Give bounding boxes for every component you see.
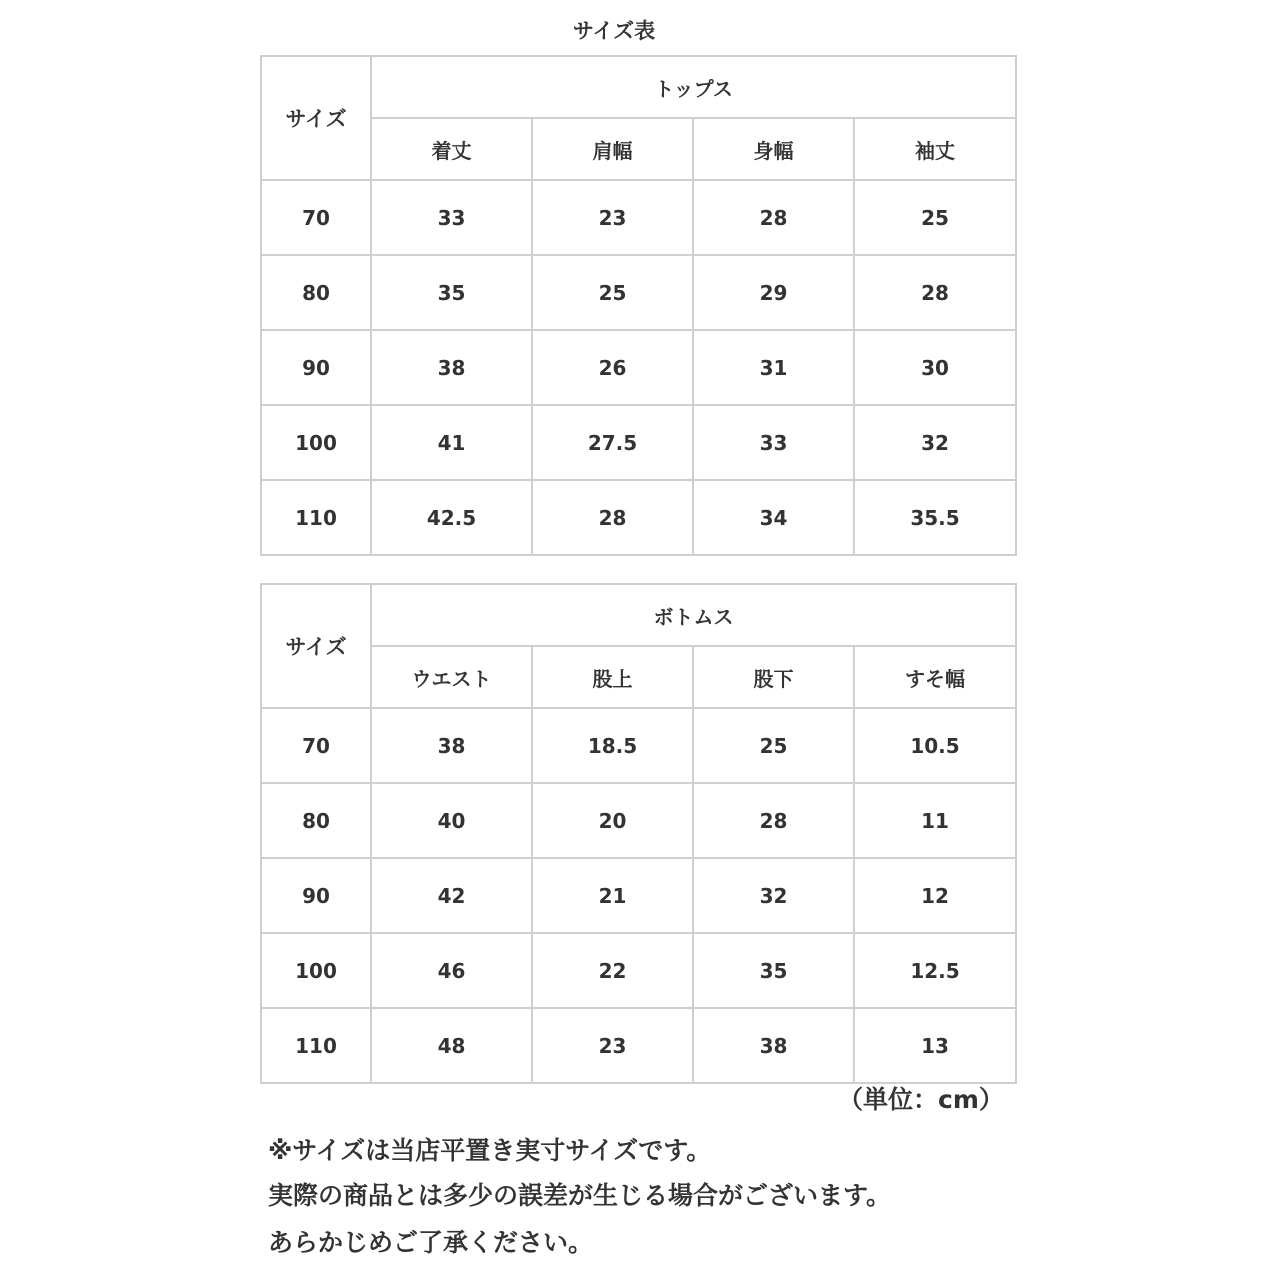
- value-cell: 23: [532, 1008, 693, 1083]
- note-line: 実際の商品とは多少の誤差が生じる場合がございます。: [268, 1181, 892, 1210]
- value-cell: 42: [371, 858, 532, 933]
- value-cell: 40: [371, 783, 532, 858]
- chart-title: サイズ表: [572, 19, 656, 43]
- bottoms-size-table: [260, 583, 1017, 1084]
- value-cell: 12: [854, 858, 1016, 933]
- size-cell: 90: [261, 330, 371, 405]
- size-cell: 90: [261, 858, 371, 933]
- value-cell: 35: [693, 933, 854, 1008]
- bottoms-col-header: ウエスト: [371, 646, 532, 708]
- value-cell: 34: [693, 480, 854, 555]
- size-cell: 110: [261, 1008, 371, 1083]
- size-cell: 70: [261, 180, 371, 255]
- value-cell: 38: [693, 1008, 854, 1083]
- value-cell: 38: [371, 330, 532, 405]
- size-cell: 80: [261, 783, 371, 858]
- value-cell: 25: [532, 255, 693, 330]
- unit-label: （単位：cm）: [838, 1085, 1004, 1114]
- value-cell: 25: [854, 180, 1016, 255]
- value-cell: 31: [693, 330, 854, 405]
- note-line: ※サイズは当店平置き実寸サイズです。: [268, 1136, 712, 1165]
- tops-col-header: 身幅: [693, 118, 854, 180]
- value-cell: 38: [371, 708, 532, 783]
- value-cell: 26: [532, 330, 693, 405]
- table-row: [261, 1008, 1016, 1083]
- value-cell: 28: [693, 180, 854, 255]
- tops-col-header: 着丈: [371, 118, 532, 180]
- value-cell: 10.5: [854, 708, 1016, 783]
- value-cell: 23: [532, 180, 693, 255]
- bottoms-size-header: サイズ: [261, 584, 371, 708]
- value-cell: 30: [854, 330, 1016, 405]
- bottoms-col-header: 股上: [532, 646, 693, 708]
- size-cell: 110: [261, 480, 371, 555]
- table-row: [261, 708, 1016, 783]
- value-cell: 22: [532, 933, 693, 1008]
- size-cell: 80: [261, 255, 371, 330]
- value-cell: 35: [371, 255, 532, 330]
- value-cell: 42.5: [371, 480, 532, 555]
- size-cell: 70: [261, 708, 371, 783]
- table-row: [261, 480, 1016, 555]
- value-cell: 33: [371, 180, 532, 255]
- value-cell: 11: [854, 783, 1016, 858]
- value-cell: 41: [371, 405, 532, 480]
- table-row: [261, 330, 1016, 405]
- value-cell: 13: [854, 1008, 1016, 1083]
- table-row: [261, 783, 1016, 858]
- value-cell: 21: [532, 858, 693, 933]
- tops-col-header: 袖丈: [854, 118, 1016, 180]
- table-row: [261, 180, 1016, 255]
- value-cell: 20: [532, 783, 693, 858]
- bottoms-group-header: ボトムス: [371, 584, 1016, 646]
- table-row: [261, 405, 1016, 480]
- value-cell: 32: [693, 858, 854, 933]
- value-cell: 27.5: [532, 405, 693, 480]
- tops-col-header: 肩幅: [532, 118, 693, 180]
- note-line: あらかじめご了承ください。: [268, 1228, 594, 1257]
- value-cell: 28: [532, 480, 693, 555]
- value-cell: 48: [371, 1008, 532, 1083]
- bottoms-col-header: すそ幅: [854, 646, 1016, 708]
- bottoms-col-header: 股下: [693, 646, 854, 708]
- value-cell: 35.5: [854, 480, 1016, 555]
- value-cell: 46: [371, 933, 532, 1008]
- table-row: [261, 933, 1016, 1008]
- table-row: [261, 858, 1016, 933]
- value-cell: 25: [693, 708, 854, 783]
- value-cell: 32: [854, 405, 1016, 480]
- size-cell: 100: [261, 933, 371, 1008]
- size-cell: 100: [261, 405, 371, 480]
- value-cell: 28: [693, 783, 854, 858]
- tops-size-header: サイズ: [261, 56, 371, 180]
- value-cell: 12.5: [854, 933, 1016, 1008]
- table-row: [261, 255, 1016, 330]
- tops-size-table: [260, 55, 1017, 556]
- value-cell: 29: [693, 255, 854, 330]
- value-cell: 18.5: [532, 708, 693, 783]
- value-cell: 28: [854, 255, 1016, 330]
- tops-group-header: トップス: [371, 56, 1016, 118]
- value-cell: 33: [693, 405, 854, 480]
